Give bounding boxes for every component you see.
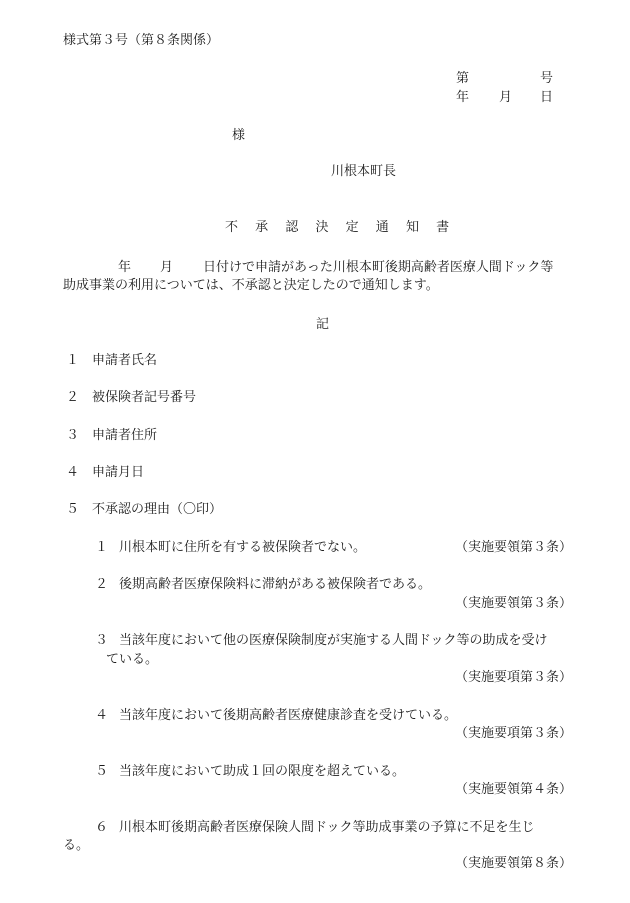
reason-text: 当該年度において助成１回の限度を超えている。 — [119, 764, 406, 779]
title-char: 認 — [285, 220, 299, 235]
title-char: 定 — [345, 220, 359, 235]
reason-text: 川根本町に住所を有する被保険者でない。 — [119, 540, 367, 555]
reason-number: ４ — [95, 708, 109, 723]
reason-reference: （実施要領第３条） — [454, 596, 572, 611]
title-char: 決 — [315, 220, 329, 235]
title-char: 不 — [225, 220, 239, 235]
reason-reference: （実施要項第３条） — [454, 726, 572, 741]
addressee-suffix: 様 — [232, 128, 246, 143]
reason-reference: （実施要領第８条） — [454, 856, 572, 871]
item-application-date: 申請月日 — [92, 465, 145, 480]
title-char: 承 — [255, 220, 269, 235]
reason-reference: （実施要領第４条） — [454, 782, 572, 797]
reason-text-continued: る。 — [63, 838, 90, 853]
number-prefix: 第 — [456, 71, 470, 86]
document-title — [225, 219, 462, 237]
reason-reference: （実施要領第３条） — [454, 540, 572, 555]
item-disapproval-reason: 不承認の理由（〇印） — [92, 502, 223, 517]
reason-number: ２ — [95, 577, 109, 592]
title-char: 知 — [405, 220, 419, 235]
item-insured-number: 被保険者記号番号 — [92, 390, 197, 405]
ki-heading: 記 — [316, 317, 330, 332]
date-month: 月 — [499, 90, 513, 105]
reason-text: 後期高齢者医療保険料に滞納がある被保険者である。 — [119, 577, 432, 592]
item-applicant-address: 申請者住所 — [92, 428, 158, 443]
reason-number: １ — [95, 540, 109, 555]
body-line-1: 日付けで申請があった川根本町後期高齢者医療人間ドック等 — [203, 260, 554, 275]
body-month: 月 — [160, 260, 174, 275]
reason-number: ３ — [95, 633, 109, 648]
date-year: 年 — [456, 90, 470, 105]
reason-reference: （実施要項第３条） — [454, 670, 572, 685]
reason-text-continued: ている。 — [106, 652, 159, 667]
title-char: 書 — [436, 220, 450, 235]
reason-number: ５ — [95, 764, 109, 779]
number-suffix: 号 — [540, 71, 554, 86]
date-day: 日 — [540, 90, 554, 105]
sender-name: 川根本町長 — [331, 164, 397, 179]
reason-number: ６ — [95, 820, 109, 835]
reason-text: 当該年度において他の医療保険制度が実施する人間ドック等の助成を受け — [119, 633, 548, 648]
item-applicant-name: 申請者氏名 — [92, 353, 158, 368]
title-char: 通 — [375, 220, 389, 235]
reason-text: 当該年度において後期高齢者医療健康診査を受けている。 — [119, 708, 458, 723]
form-label: 様式第３号（第８条関係） — [63, 33, 220, 48]
reason-text: 川根本町後期高齢者医療保険人間ドック等助成事業の予算に不足を生じ — [119, 820, 535, 835]
item-number: １ — [66, 353, 80, 368]
body-line-2: 助成事業の利用については、不承認と決定したので通知します。 — [63, 278, 439, 293]
item-number: ３ — [66, 428, 80, 443]
body-year: 年 — [118, 260, 132, 275]
item-number: ５ — [66, 502, 80, 517]
item-number: ４ — [66, 465, 80, 480]
item-number: ２ — [66, 390, 80, 405]
